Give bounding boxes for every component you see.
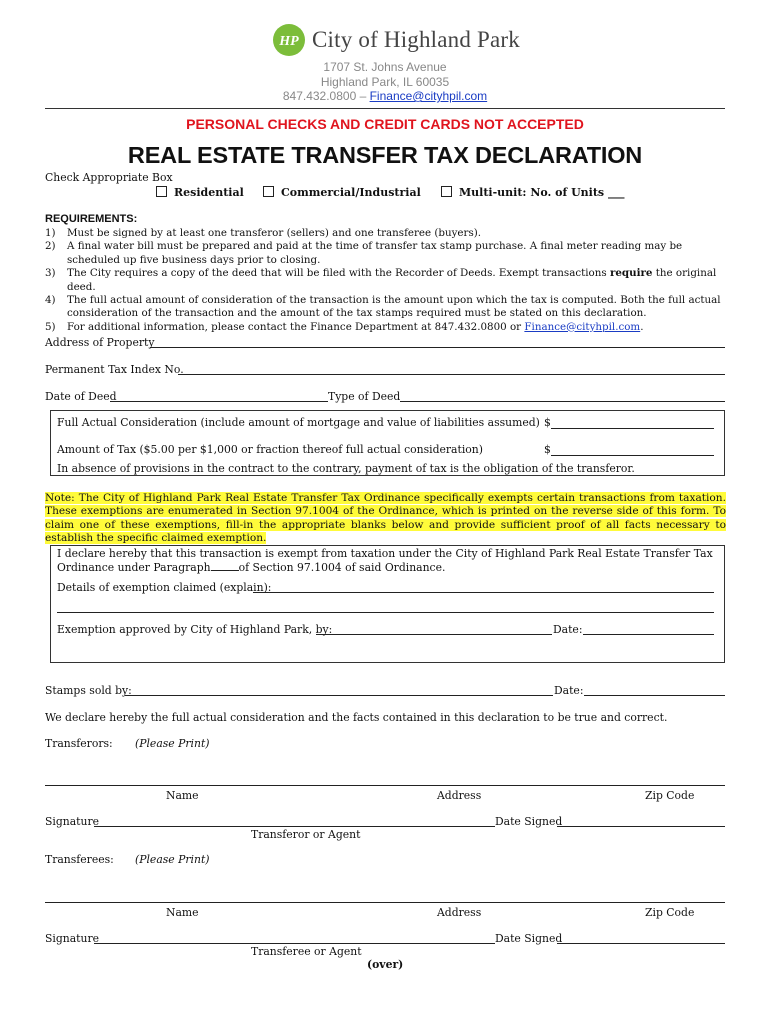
exemption-date-label: Date:	[553, 623, 583, 636]
transferors-label: Transferors:	[45, 737, 113, 750]
stamps-date-field[interactable]	[584, 695, 725, 696]
commercial-option[interactable]	[263, 186, 421, 199]
transferee-address-label: Address	[437, 906, 482, 919]
transferee-date-signed-label: Date Signed	[495, 932, 563, 945]
paragraph-field[interactable]	[211, 561, 239, 571]
transferor-role-label: Transferor or Agent	[251, 828, 361, 841]
full-consideration-label: Full Actual Consideration (include amount of mortgage and value of liabilities assumed)	[57, 416, 540, 429]
transferee-name-label: Name	[166, 906, 199, 919]
logo-text: City of Highland Park	[312, 27, 520, 52]
commercial-checkbox[interactable]	[263, 186, 274, 197]
transferees-label: Transferees:	[45, 853, 114, 866]
amount-of-tax-dollar: $	[544, 443, 551, 456]
pin-field[interactable]	[178, 374, 725, 375]
transferor-signature-field[interactable]	[94, 826, 495, 827]
requirements-list	[45, 227, 725, 334]
hp-logo-icon	[272, 23, 306, 57]
exemption-details-field-2[interactable]	[57, 612, 714, 613]
exemption-date-field[interactable]	[583, 634, 714, 635]
transferees-please-print: (Please Print)	[135, 853, 210, 866]
multi-unit-option[interactable]	[441, 186, 624, 199]
requirements-email-link[interactable]: Finance@cityhpil.com	[524, 320, 641, 333]
transferee-signature-field[interactable]	[94, 943, 495, 944]
tax-obligation-text: In absence of provisions in the contract to the contrary, payment of tax is the obligation of the transferor.	[57, 462, 635, 475]
requirement-item: 1) Must be signed by at least one transferor (sellers) and one transferee (buyers).	[45, 227, 482, 239]
transferor-signature-label: Signature	[45, 815, 99, 828]
residential-label: Residential	[174, 186, 244, 199]
amount-of-tax-label: Amount of Tax ($5.00 per $1,000 or fraction thereof full actual consideration)	[57, 443, 483, 456]
transferor-zip-label: Zip Code	[645, 789, 695, 802]
full-consideration-field[interactable]	[551, 428, 714, 429]
exemption-approved-field[interactable]	[316, 634, 552, 635]
exemption-details-field[interactable]	[253, 592, 714, 593]
payment-warning: PERSONAL CHECKS AND CREDIT CARDS NOT ACCEPTED	[186, 116, 584, 132]
address-line-1: 1707 St. Johns Avenue	[323, 60, 447, 74]
svg-text:HP: HP	[279, 34, 299, 49]
stamps-sold-by-field[interactable]	[125, 695, 553, 696]
finance-email-link[interactable]: Finance@cityhpil.com	[369, 89, 488, 103]
transferor-name-label: Name	[166, 789, 199, 802]
multi-unit-label: Multi-unit: No. of Units ___	[459, 186, 625, 199]
transferee-zip-label: Zip Code	[645, 906, 695, 919]
address-of-property-label: Address of Property	[45, 336, 155, 349]
date-of-deed-field[interactable]	[110, 401, 328, 402]
header-divider	[45, 108, 725, 109]
transferor-date-signed-label: Date Signed	[495, 815, 563, 828]
exemption-note: Note: The City of Highland Park Real Estate Transfer Tax Ordinance specifically exempts certain transactions from taxation. These exemptions are enumerated in Section 97.1004 of the Ordinance, which is printed on the reverse side of this form. To claim one of these exemptions, fill-in the appropriate blanks below and provide sufficient proof of all facts necessary to establish the specific claimed exemption.	[45, 492, 726, 544]
requirement-item: 4) The full actual amount of consideration of the transaction is the amount upon which the tax is computed. Both the full actual consideration of the transaction and the amount of the tax stamps required must be stated on this declaration.	[45, 294, 721, 320]
transferors-please-print: (Please Print)	[135, 737, 210, 750]
type-of-deed-label: Type of Deed	[328, 390, 401, 403]
requirement-item: 2) A final water bill must be prepared and paid at the time of transfer tax stamp purchase. A final meter reading may be scheduled up five business days prior to closing.	[45, 240, 683, 266]
requirements-heading: REQUIREMENTS:	[45, 213, 138, 225]
city-address	[0, 60, 770, 104]
transferee-date-signed-field[interactable]	[557, 943, 725, 944]
date-of-deed-label: Date of Deed	[45, 390, 117, 403]
phone-number: 847.432.0800 –	[282, 89, 370, 103]
transferor-date-signed-field[interactable]	[557, 826, 725, 827]
exemption-approved-label: Exemption approved by City of Highland Park, by:	[57, 623, 333, 636]
residential-checkbox[interactable]	[156, 186, 167, 197]
requirement-item: 5) For additional information, please contact the Finance Department at 847.432.0800 or Finance@cityhpil.com.	[45, 320, 644, 333]
stamps-sold-by-label: Stamps sold by:	[45, 684, 132, 697]
transferee-signature-label: Signature	[45, 932, 99, 945]
residential-option[interactable]	[156, 186, 244, 199]
page-over-indicator: (over)	[367, 958, 404, 971]
contact-line	[0, 89, 770, 104]
check-box-prompt: Check Appropriate Box	[45, 171, 173, 184]
transferee-role-label: Transferee or Agent	[251, 945, 362, 958]
transferor-name-field[interactable]	[45, 785, 725, 786]
page-title: REAL ESTATE TRANSFER TAX DECLARATION	[127, 142, 643, 168]
commercial-label: Commercial/Industrial	[281, 186, 421, 199]
multi-unit-checkbox[interactable]	[441, 186, 452, 197]
exemption-details-label: Details of exemption claimed (explain):	[57, 581, 272, 594]
address-of-property-field[interactable]	[150, 347, 725, 348]
transferee-name-field[interactable]	[45, 902, 725, 903]
declaration-statement: We declare hereby the full actual consideration and the facts contained in this declaration to be true and correct.	[45, 711, 668, 724]
exemption-declare-line-1: I declare hereby that this transaction is exempt from taxation under the City of Highland Park Real Estate Transfer Tax	[57, 547, 713, 560]
pin-label: Permanent Tax Index No.	[45, 363, 184, 376]
requirement-item: 3) The City requires a copy of the deed that will be filed with the Recorder of Deeds. Exempt transactions require the original deed.	[45, 267, 717, 293]
exemption-declare-line-2: Ordinance under Paragraph of Section 97.1004 of said Ordinance.	[57, 561, 446, 574]
address-line-2: Highland Park, IL 60035	[320, 74, 450, 89]
transferor-address-label: Address	[437, 789, 482, 802]
full-consideration-dollar: $	[544, 416, 551, 429]
city-logo	[272, 22, 520, 58]
stamps-date-label: Date:	[554, 684, 584, 697]
type-of-deed-field[interactable]	[400, 401, 725, 402]
amount-of-tax-field[interactable]	[551, 455, 714, 456]
